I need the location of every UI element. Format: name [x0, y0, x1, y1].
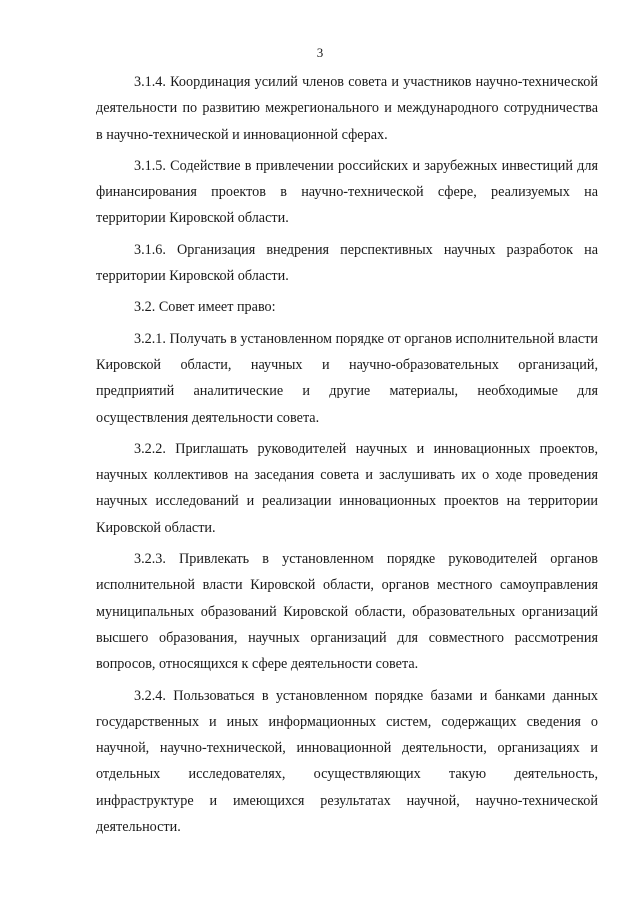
paragraph-3-1-4: 3.1.4. Координация усилий членов совета и участников научно-технической деятельности по развитию межрегионального и международного сотрудничества в научно-технической и инновационной сферах.: [96, 74, 598, 143]
document-body: [96, 69, 598, 840]
paragraph-3-1-5: 3.1.5. Содействие в привлечении российских и зарубежных инвестиций для финансирования проектов в научно-технической сфере, реализуемых на территории Кировской области.: [96, 157, 598, 227]
paragraph-3-2-2: 3.2.2. Приглашать руководителей научных и инновационных проектов, научных коллективов на заседания совета и заслушивать их о ходе проведения научных исследований и реализации инновационных проектов на территории Кировской области.: [96, 440, 598, 536]
page-number: 3: [316, 45, 324, 60]
paragraph-3-1-6: 3.1.6. Организация внедрения перспективных научных разработок на территории Кировской области.: [96, 241, 598, 285]
paragraph-3-2-3: 3.2.3. Привлекать в установленном порядке руководителей органов исполнительной власти Кировской области, органов местного самоуправления муниципальных образований Кировской области, образовательных организаций высшего образования, научных организаций для совместного рассмотрения вопросов, относящихся к сфере деятельности совета.: [96, 551, 598, 673]
paragraph-3-2: 3.2. Совет имеет право:: [134, 299, 276, 316]
paragraph-3-2-4: 3.2.4. Пользоваться в установленном порядке базами и банками данных государственных и иных информационных систем, содержащих сведения о научной, научно-технической, инновационной деятельности, организациях и отдельных исследователях, осуществляющих такую деятельность, инфраструктуре и имеющихся результатах научной, научно-технической деятельности.: [96, 687, 598, 836]
paragraph-3-2-1: 3.2.1. Получать в установленном порядке от органов исполнительной власти Кировской области, научных и научно-образовательных организаций, предприятий аналитические и другие материалы, необходимые для осуществления деятельности совета.: [96, 330, 598, 426]
